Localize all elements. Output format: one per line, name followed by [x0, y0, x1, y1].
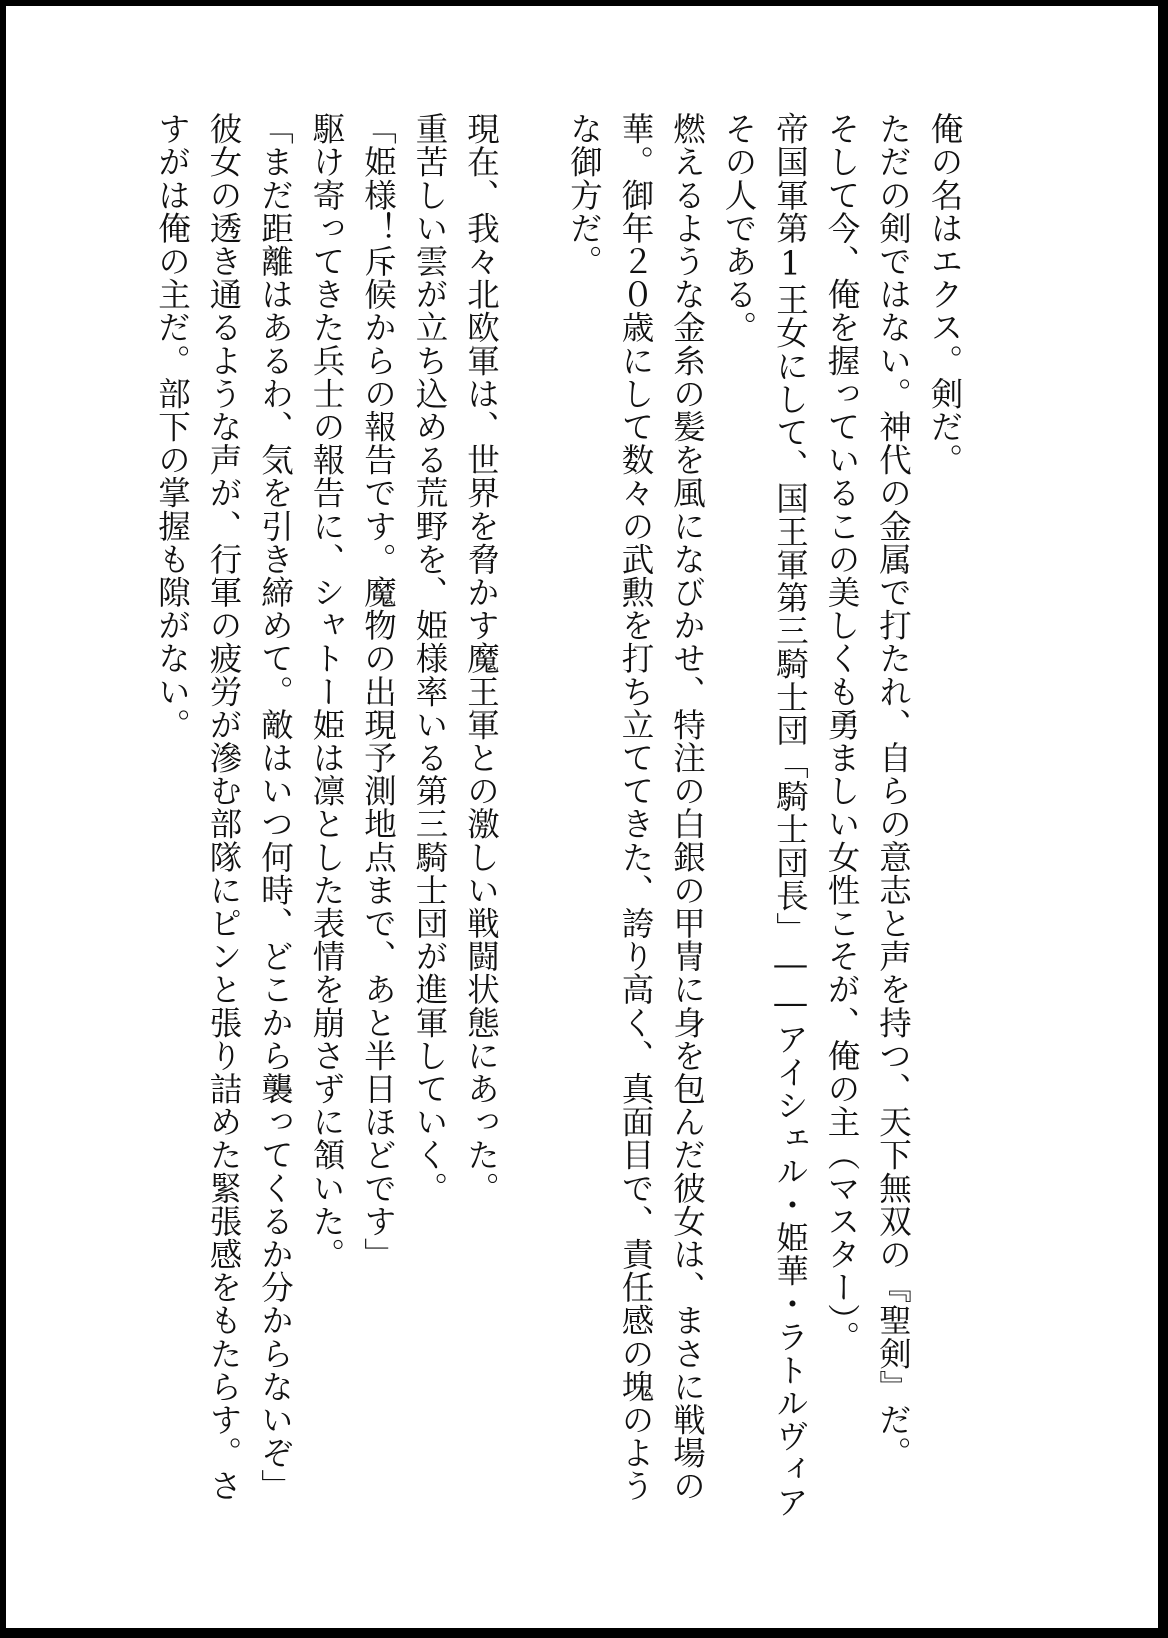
text-line: な御方だ。	[565, 112, 604, 278]
text-line: 重苦しい雲が立ち込める荒野を、姫様率いる第三騎士団が進軍していく。	[411, 112, 449, 1205]
text-line: 「姫様！斥候からの報告です。魔物の出現予測地点まで、あと半日ほどです」	[359, 112, 398, 1271]
text-line: ただの剣ではない。神代の金属で打たれ、自らの意志と声を持つ、天下無双の『聖剣』だ。	[874, 112, 913, 1470]
text-line: そして今、俺を握っているこの美しくも勇ましい女性こそが、俺の主（マスター）。	[823, 112, 861, 1354]
text-line: 燃えるような金糸の髪を風になびかせ、特注の白銀の甲冑に身を包んだ彼女は、まさに戦場の	[668, 112, 707, 1503]
novel-page	[6, 6, 1158, 1628]
text-line: その人である。	[720, 112, 758, 344]
text-line: すがは俺の主だ。部下の掌握も隙がない。	[153, 112, 192, 741]
text-line: 彼女の透き通るような声が、行軍の疲労が滲む部隊にピンと張り詰めた緊張感をもたらす。さ	[205, 112, 243, 1503]
text-line: 帝国軍第1王女にして、国王軍第三騎士団「騎士団長」――アイシェル・姫華・ラトルヴィア	[771, 112, 810, 1519]
text-line: 「まだ距離はあるわ、気を引き締めて。敵はいつ何時、どこから襲ってくるか分からないぞ」	[256, 112, 295, 1503]
text-line: 駆け寄ってきた兵士の報告に、シャトー姫は凛とした表情を崩さずに頷いた。	[308, 112, 346, 1271]
text-line: 華。御年２０歳にして数々の武勲を打ち立ててきた、誇り高く、真面目で、責任感の塊のよう	[617, 112, 655, 1503]
paragraph-break	[507, 112, 559, 1532]
vertical-text-body	[146, 112, 970, 1532]
text-line: 俺の名はエクス。剣だ。	[926, 112, 964, 477]
text-line: 現在、我々北欧軍は、世界を脅かす魔王軍との激しい戦闘状態にあった。	[462, 112, 501, 1205]
